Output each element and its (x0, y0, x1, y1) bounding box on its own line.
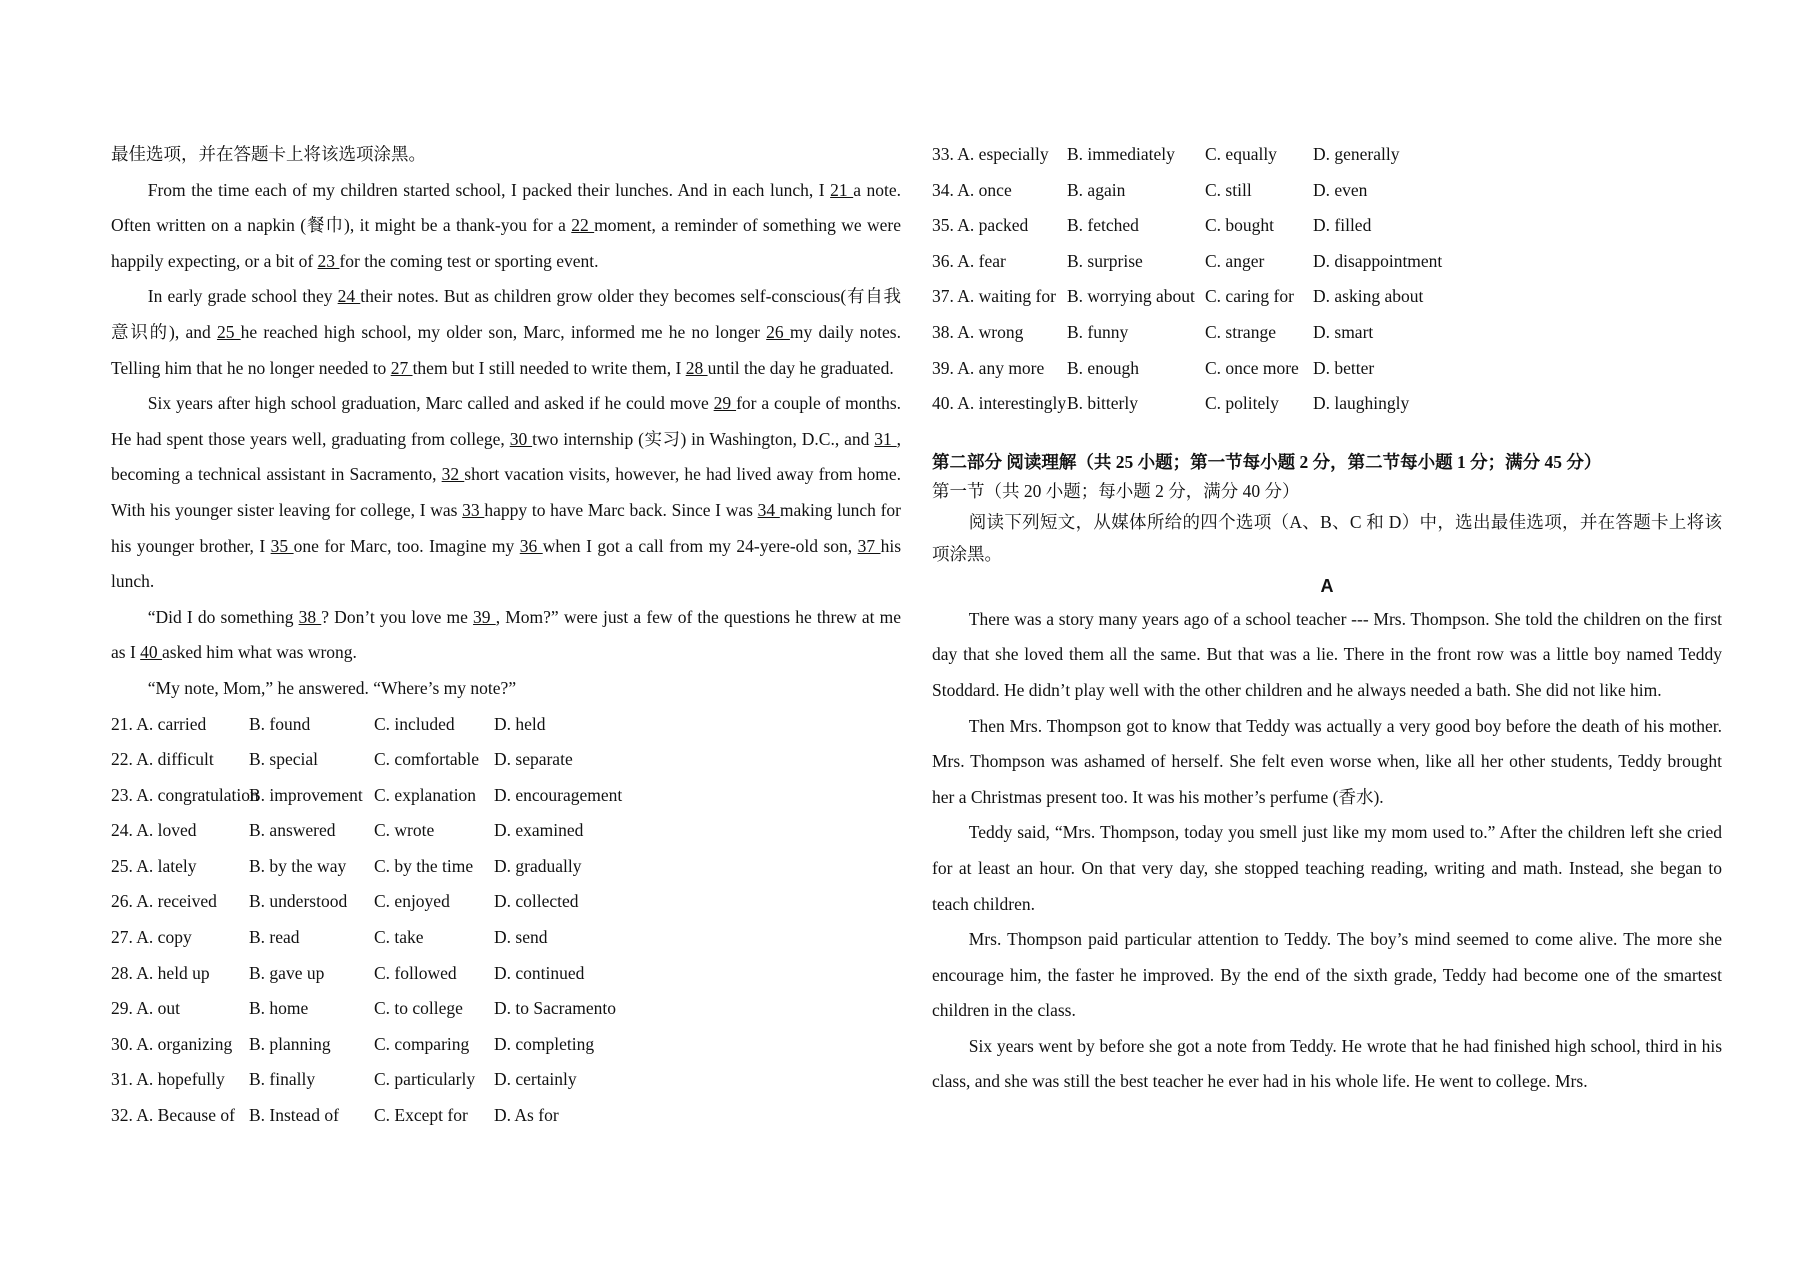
passage-text: my daily notes. Telling him that he no longer needed to (111, 321, 901, 378)
question-option-a: 22. A. difficult (111, 749, 214, 770)
question-option-a: 33. A. especially (932, 144, 1049, 164)
passage-paragraph (111, 386, 901, 600)
option-row (932, 315, 1722, 351)
option-row (932, 386, 1722, 422)
option-row (111, 991, 901, 1027)
blank-number: 32 (441, 464, 465, 485)
passage-text: a note. Often written on a napkin (餐巾), it might be a thank-you for a (111, 179, 901, 236)
question-option-a: 24. A. loved (111, 820, 197, 841)
question-option-a: 28. A. held up (111, 962, 210, 983)
question-option: B. special (249, 749, 319, 770)
question-option: C. explanation (374, 784, 477, 805)
passage-text: them but I still needed to write them, I (412, 357, 686, 378)
passage-paragraph: There was a story many years ago of a school teacher --- Mrs. Thompson. She told the children on the first day that she loved them all the same. But that was a lie. There in the front row was a little boy named Teddy Stoddard. He didn’t play well with the other children and he always needed a bath. She did not like him. (932, 608, 1722, 700)
passage-text: asked him what was wrong. (162, 642, 357, 663)
question-option: C. comfortable (374, 749, 479, 770)
question-option: C. bought (1205, 215, 1275, 236)
question-option-a: 39. A. any more (932, 357, 1045, 378)
question-option: C. to college (374, 998, 463, 1019)
passage-text: , Mom?” were just a few of the questions he threw at me as I (111, 606, 902, 663)
question-option-a: 32. A. Because of (111, 1105, 235, 1126)
question-option: C. Except for (374, 1105, 468, 1126)
question-option: D. encouragement (494, 784, 623, 805)
question-option: C. enjoyed (374, 891, 450, 912)
blank-number: 27 (390, 357, 413, 378)
question-option: B. surprise (1067, 250, 1143, 271)
blank-number: 40 (140, 642, 163, 663)
question-option-a: 34. A. once (932, 179, 1012, 200)
blank-number: 28 (685, 357, 708, 378)
question-option: C. by the time (374, 855, 474, 876)
question-option: D. smart (1313, 321, 1374, 342)
passage-paragraph (111, 173, 901, 280)
blank-number: 26 (766, 321, 790, 342)
passage-text: he reached high school, my older son, Marc, informed me he no longer (240, 321, 767, 342)
blank-number: 34 (757, 499, 780, 520)
question-option: D. generally (1313, 144, 1400, 164)
passage-paragraph: Teddy said, “Mrs. Thompson, today you smell just like my mom used to.” After the children left she cried for at least an hour. On that very day, she stopped teaching reading, writing and math. Instead, she began to teach children. (932, 822, 1722, 914)
question-option: B. immediately (1067, 144, 1175, 164)
passage-paragraph: Then Mrs. Thompson got to know that Teddy was actually a very good boy before the death of his mother. Mrs. Thompson was ashamed of herself. She felt even worse when, like all her other students, Teddy brought her a Christmas present too. It was his mother’s perfume (香水). (932, 715, 1722, 807)
passage-text: for the coming test or sporting event. (339, 250, 599, 271)
passage-text: making lunch for his younger brother, I (111, 499, 902, 556)
passage-paragraph (111, 279, 901, 386)
option-row (932, 279, 1722, 315)
question-option-a: 35. A. packed (932, 215, 1029, 236)
passage-text: moment, a reminder of something we were happily expecting, or a bit of (111, 215, 902, 271)
question-option: B. read (249, 927, 300, 948)
passage-text: for a couple of months. He had spent those years well, graduating from college, (111, 393, 902, 449)
question-option: C. once more (1205, 357, 1299, 378)
option-row (932, 244, 1722, 280)
option-row (111, 813, 901, 849)
question-option: C. strange (1205, 321, 1276, 342)
passage-text: when I got a call from my 24-yere-old son, (542, 535, 858, 556)
option-row (111, 707, 901, 743)
passage-text: short vacation visits, however, he had lived away from home. With his younger sister leaving for college, I was (111, 464, 901, 520)
question-option: B. answered (249, 820, 336, 841)
cloze-options-33-40 (932, 137, 1722, 422)
question-option: B. funny (1067, 321, 1129, 342)
question-option: D. As for (494, 1105, 559, 1126)
option-row (111, 920, 901, 956)
passage-paragraph: Mrs. Thompson paid particular attention to Teddy. The boy’s mind seemed to come alive. The more she encourage him, the faster he improved. By the end of the sixth grade, Teddy had become one of the smartest children in the class. (932, 929, 1722, 1021)
question-option-a: 31. A. hopefully (111, 1069, 225, 1090)
question-option: B. again (1067, 179, 1126, 200)
passage-text: one for Marc, too. Imagine my (293, 535, 520, 556)
passage-text: ? Don’t you love me (321, 606, 474, 627)
blank-number: 25 (216, 321, 241, 342)
blank-number: 35 (270, 535, 294, 556)
question-option: D. even (1313, 179, 1368, 200)
passage-text: their notes. But as children grow older they becomes self-conscious(有自我意识的), and (111, 286, 902, 342)
blank-number: 38 (298, 606, 322, 627)
question-option-a: 30. A. organizing (111, 1033, 233, 1054)
question-option-a: 36. A. fear (932, 250, 1006, 271)
passage-letter: A (1320, 575, 1334, 596)
question-option: C. comparing (374, 1033, 470, 1054)
question-option: B. improvement (249, 784, 363, 805)
blank-number: 31 (874, 428, 897, 449)
reading-passage-a (932, 602, 1722, 1100)
question-option: B. Instead of (249, 1105, 339, 1126)
question-option: C. still (1205, 179, 1252, 200)
question-option: B. finally (249, 1069, 316, 1090)
question-option: B. bitterly (1067, 393, 1138, 414)
question-option: C. included (374, 713, 455, 734)
option-row (111, 956, 901, 992)
option-row (111, 849, 901, 885)
section1-title: 第一节（共 20 小题；每小题 2 分，满分 40 分） (932, 480, 1300, 501)
question-option: B. home (249, 998, 309, 1019)
question-option-a: 37. A. waiting for (932, 286, 1056, 307)
question-option: D. better (1313, 357, 1375, 378)
passage-text: Six years after high school graduation, Marc called and asked if he could move (147, 393, 714, 414)
option-row (111, 1027, 901, 1063)
question-option-a: 38. A. wrong (932, 321, 1024, 342)
question-option-a: 40. A. interestingly (932, 393, 1067, 414)
question-option-a: 25. A. lately (111, 855, 197, 876)
question-option: C. wrote (374, 820, 435, 841)
question-option: C. followed (374, 962, 457, 983)
question-option-a: 23. A. congratulation (111, 784, 259, 805)
passage-text: “My note, Mom,” he answered. “Where’s my note?” (147, 677, 517, 698)
option-row (111, 884, 901, 920)
question-option: B. planning (249, 1033, 331, 1054)
question-option-a: 27. A. copy (111, 927, 192, 948)
blank-number: 30 (509, 428, 533, 449)
question-option: B. found (249, 713, 311, 734)
option-row (932, 351, 1722, 387)
question-option: B. worrying about (1067, 286, 1195, 307)
blank-number: 36 (519, 535, 543, 556)
passage-text: two internship (实习) in Washington, D.C., and (532, 428, 875, 449)
passage-paragraph (111, 600, 901, 671)
question-option: B. gave up (249, 962, 325, 983)
part2-title: 第二部分 阅读理解（共 25 小题；第一节每小题 2 分，第二节每小题 1 分；满分 45 分） (932, 451, 1602, 472)
blank-number: 33 (462, 499, 485, 520)
option-row (932, 173, 1722, 209)
option-row (932, 137, 1722, 173)
option-row (111, 778, 901, 814)
question-option: D. gradually (494, 855, 582, 876)
blank-number: 21 (830, 179, 854, 200)
passage-text: his lunch. (111, 535, 902, 592)
question-option: D. certainly (494, 1069, 577, 1090)
question-option-a: 29. A. out (111, 998, 181, 1019)
question-option: D. held (494, 713, 546, 734)
spacer (932, 422, 1722, 448)
question-option: D. send (494, 927, 548, 948)
passage-text: until the day he graduated. (707, 357, 894, 378)
question-option: D. asking about (1313, 286, 1424, 307)
question-option-a: 21. A. carried (111, 713, 207, 734)
reading-instruction: 阅读下列短文，从媒体所给的四个选项（A、B、C 和 D）中，选出最佳选项，并在答题卡上将该项涂黑。 (932, 511, 1722, 564)
option-row (111, 742, 901, 778)
passage-paragraph (111, 671, 901, 707)
blank-number: 22 (571, 215, 595, 236)
cloze-options-21-32 (111, 707, 901, 1134)
question-option-a: 26. A. received (111, 891, 217, 912)
question-option: C. equally (1205, 144, 1277, 164)
question-option: C. politely (1205, 393, 1279, 414)
question-option: D. disappointment (1313, 250, 1443, 271)
option-row (932, 208, 1722, 244)
question-option: B. understood (249, 891, 348, 912)
question-option: D. continued (494, 962, 585, 983)
passage-text: In early grade school they (147, 286, 338, 307)
question-option: D. to Sacramento (494, 998, 616, 1019)
passage-text: “Did I do something (147, 606, 299, 627)
passage-text: From the time each of my children started school, I packed their lunches. And in each lunch, I (147, 179, 831, 200)
intro-line: 最佳选项，并在答题卡上将该选项涂黑。 (111, 144, 426, 164)
passage-text: , becoming a technical assistant in Sacramento, (111, 428, 902, 485)
question-option: D. collected (494, 891, 579, 912)
question-option: D. filled (1313, 215, 1372, 236)
question-option: D. separate (494, 749, 573, 770)
right-column (932, 137, 1722, 1100)
blank-number: 29 (713, 393, 737, 414)
option-row (111, 1098, 901, 1134)
left-column (111, 137, 901, 1134)
question-option: D. examined (494, 820, 584, 841)
blank-number: 37 (857, 535, 881, 556)
option-row (111, 1062, 901, 1098)
blank-number: 39 (473, 606, 496, 627)
question-option: D. completing (494, 1033, 595, 1054)
blank-number: 23 (317, 250, 340, 271)
passage-text: happy to have Marc back. Since I was (484, 499, 758, 520)
passage-paragraph: Six years went by before she got a note from Teddy. He wrote that he had finished high school, third in his class, and she was still the best teacher he ever had in his whole life. He went to college. Mrs. (932, 1035, 1722, 1092)
question-option: B. enough (1067, 357, 1139, 378)
question-option: D. laughingly (1313, 393, 1410, 414)
question-option: C. caring for (1205, 286, 1294, 307)
cloze-passage (111, 173, 901, 707)
question-option: B. by the way (249, 855, 347, 876)
question-option: B. fetched (1067, 215, 1139, 236)
blank-number: 24 (337, 286, 361, 307)
question-option: C. particularly (374, 1069, 476, 1090)
question-option: C. anger (1205, 250, 1265, 271)
question-option: C. take (374, 927, 424, 948)
